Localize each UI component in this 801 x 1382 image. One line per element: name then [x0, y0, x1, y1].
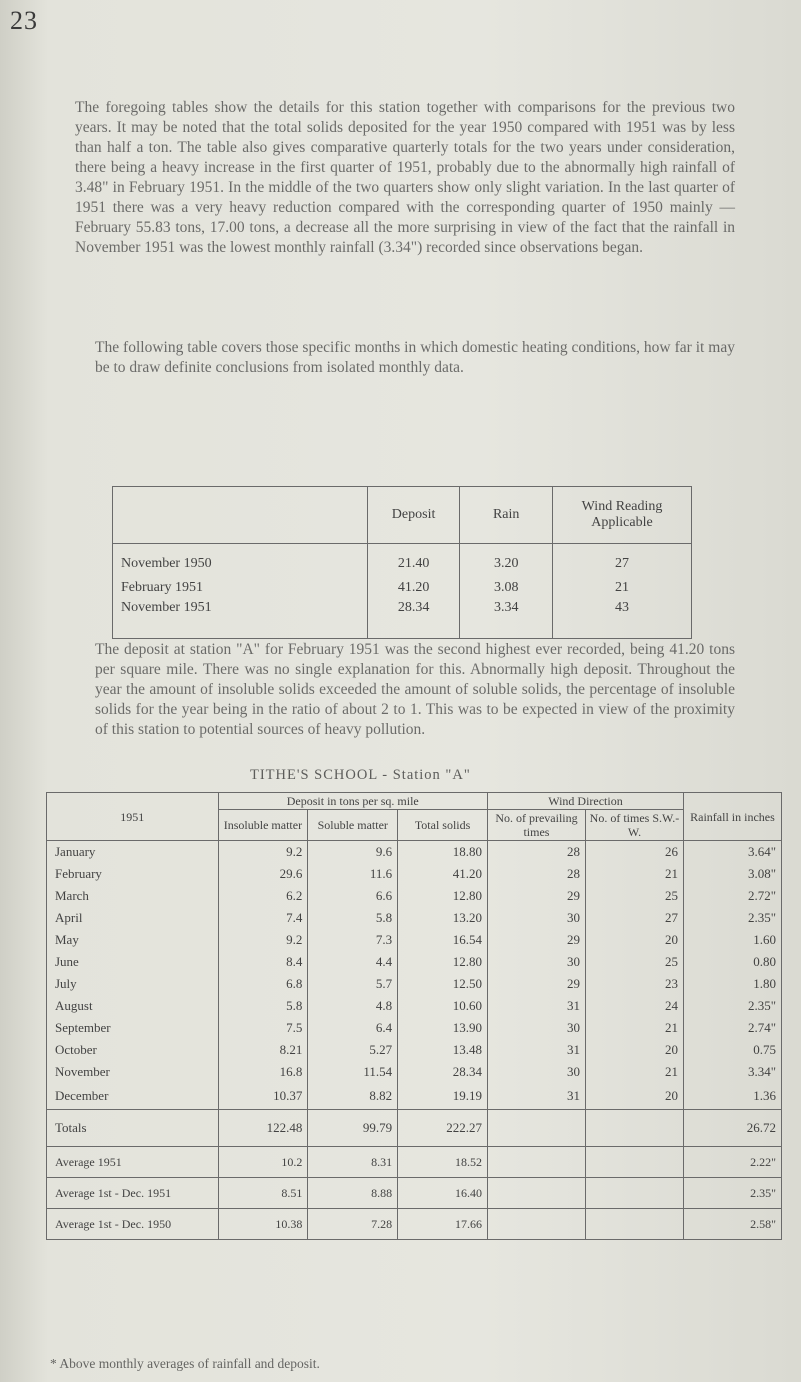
table-header-row — [113, 487, 692, 544]
deposit-group-header: Deposit in tons per sq. mile — [218, 793, 487, 810]
summary-rows — [47, 1110, 782, 1240]
average-total: 16.40 — [398, 1178, 488, 1209]
total-cell: 13.20 — [398, 907, 488, 929]
soluble-cell: 8.82 — [308, 1083, 398, 1110]
table-row — [113, 600, 692, 639]
table-header-row — [47, 793, 782, 810]
month-rows — [47, 841, 782, 1110]
average-soluble: 8.88 — [308, 1178, 398, 1209]
month-label: February — [47, 863, 219, 885]
average-row — [47, 1209, 782, 1240]
readings-cell: 26 — [585, 841, 683, 864]
table-cell: 28.34 — [367, 600, 460, 639]
insoluble-cell: 8.21 — [218, 1039, 308, 1061]
total-cell: 13.48 — [398, 1039, 488, 1061]
insoluble-cell: 6.2 — [218, 885, 308, 907]
table-cell: 41.20 — [367, 576, 460, 600]
table-row — [47, 995, 782, 1017]
rainfall-comparison-table — [112, 486, 692, 639]
prevailing-cell: 28 — [487, 863, 585, 885]
insoluble-cell: 29.6 — [218, 863, 308, 885]
average-label: Average 1st - Dec. 1951 — [47, 1178, 219, 1209]
total-cell: 28.34 — [398, 1061, 488, 1083]
table-header — [113, 487, 368, 544]
soluble-cell: 5.8 — [308, 907, 398, 929]
totals-soluble: 99.79 — [308, 1110, 398, 1147]
rain-cell: 1.60 — [683, 929, 781, 951]
month-label: December — [47, 1083, 219, 1110]
total-cell: 12.80 — [398, 885, 488, 907]
average-total: 17.66 — [398, 1209, 488, 1240]
insoluble-cell: 10.37 — [218, 1083, 308, 1110]
col-prevailing-header: No. of prevailing times — [487, 810, 585, 841]
average-rain: 2.58" — [683, 1209, 781, 1240]
insoluble-cell: 16.8 — [218, 1061, 308, 1083]
rain-cell: 3.64" — [683, 841, 781, 864]
average-label: Average 1st - Dec. 1950 — [47, 1209, 219, 1240]
total-cell: 13.90 — [398, 1017, 488, 1039]
table-header: Wind Reading Applicable — [553, 487, 692, 544]
average-soluble: 7.28 — [308, 1209, 398, 1240]
total-cell: 12.50 — [398, 973, 488, 995]
soluble-cell: 7.3 — [308, 929, 398, 951]
prevailing-cell: 30 — [487, 1061, 585, 1083]
total-cell: 41.20 — [398, 863, 488, 885]
readings-cell: 20 — [585, 1083, 683, 1110]
rain-cell: 0.75 — [683, 1039, 781, 1061]
month-label: March — [47, 885, 219, 907]
soluble-cell: 11.54 — [308, 1061, 398, 1083]
discussion-paragraph: The deposit at station "A" for February 1951 was the second highest ever recorded, being 41.20 tons per square mile. There was no single explanation for this. Abnormally high deposit. Throughout the year the amount of insoluble solids exceeded the amount of soluble solids, the percentage of insoluble solids for the year being in the ratio of about 2 to 1. This was to be expected in view of the proximity of this station to potential sources of heavy pollution. — [95, 641, 735, 738]
prevailing-cell: 30 — [487, 1017, 585, 1039]
totals-label: Totals — [47, 1110, 219, 1147]
average-label: Average 1951 — [47, 1147, 219, 1178]
prevailing-cell: 30 — [487, 951, 585, 973]
insoluble-cell: 9.2 — [218, 929, 308, 951]
rain-cell: 3.34" — [683, 1061, 781, 1083]
prevailing-cell: 29 — [487, 885, 585, 907]
average-row — [47, 1178, 782, 1209]
table-cell — [487, 1147, 585, 1178]
table-header: Rain — [460, 487, 553, 544]
average-insoluble: 10.2 — [218, 1147, 308, 1178]
totals-total: 222.27 — [398, 1110, 488, 1147]
table-cell — [585, 1209, 683, 1240]
prevailing-cell: 29 — [487, 929, 585, 951]
table-row — [113, 576, 692, 600]
soluble-cell: 11.6 — [308, 863, 398, 885]
month-label: January — [47, 841, 219, 864]
comparison-paragraph: The following table covers those specific months in which domestic heating conditions, how far it may be to draw definite conclusions from isolated monthly data. — [95, 339, 735, 376]
table-cell: 3.08 — [460, 576, 553, 600]
table-cell: November 1950 — [113, 544, 368, 577]
rain-cell: 2.35" — [683, 995, 781, 1017]
prevailing-cell: 29 — [487, 973, 585, 995]
table-cell: 21 — [553, 576, 692, 600]
insoluble-cell: 8.4 — [218, 951, 308, 973]
average-row — [47, 1147, 782, 1178]
rain-cell: 2.35" — [683, 907, 781, 929]
total-cell: 12.80 — [398, 951, 488, 973]
table-cell — [487, 1178, 585, 1209]
month-label: November — [47, 1061, 219, 1083]
average-insoluble: 8.51 — [218, 1178, 308, 1209]
rain-cell: 0.80 — [683, 951, 781, 973]
insoluble-cell: 9.2 — [218, 841, 308, 864]
intro-paragraph: The foregoing tables show the details for this station together with comparisons for the previous two years. It may be noted that the total solids deposited for the year 1950 compared with 1951 was by less than half a ton. The table also gives comparative quarterly totals for the two years under consideration, there being a heavy increase in the first quarter of 1951, probably due to the abnormally high rainfall of 3.48" in February 1951. In the middle of the two quarters show only slight variation. In the last quarter of 1951 there was a very heavy reduction compared with the corresponding quarter of 1950 mainly — February 55.83 tons, 17.00 tons, a decrease all the more surprising in view of the fact that the rainfall in November 1951 was the lowest monthly rainfall (3.34") recorded since observations began. — [75, 99, 735, 256]
insoluble-cell: 7.4 — [218, 907, 308, 929]
table-cell: 27 — [553, 544, 692, 577]
average-total: 18.52 — [398, 1147, 488, 1178]
average-rain: 2.35" — [683, 1178, 781, 1209]
readings-cell: 20 — [585, 929, 683, 951]
total-cell: 18.80 — [398, 841, 488, 864]
footnote: * Above monthly averages of rainfall and deposit. — [50, 1356, 320, 1371]
prevailing-cell: 28 — [487, 841, 585, 864]
soluble-cell: 4.8 — [308, 995, 398, 1017]
col-total-header: Total solids — [398, 810, 488, 841]
readings-cell: 24 — [585, 995, 683, 1017]
table-row — [47, 1061, 782, 1083]
insoluble-cell: 6.8 — [218, 973, 308, 995]
soluble-cell: 5.27 — [308, 1039, 398, 1061]
table-row — [47, 907, 782, 929]
totals-rain: 26.72 — [683, 1110, 781, 1147]
table-cell — [585, 1178, 683, 1209]
wind-group-header: Wind Direction — [487, 793, 683, 810]
total-cell: 16.54 — [398, 929, 488, 951]
table-header: Deposit — [367, 487, 460, 544]
soluble-cell: 9.6 — [308, 841, 398, 864]
readings-cell: 21 — [585, 1017, 683, 1039]
table-row — [47, 863, 782, 885]
table-cell — [487, 1209, 585, 1240]
total-cell: 19.19 — [398, 1083, 488, 1110]
readings-cell: 21 — [585, 1061, 683, 1083]
month-label: May — [47, 929, 219, 951]
table-row — [47, 929, 782, 951]
table-cell: November 1951 — [113, 600, 368, 639]
table-cell — [585, 1110, 683, 1147]
rain-cell: 2.72" — [683, 885, 781, 907]
readings-cell: 21 — [585, 863, 683, 885]
col-year-header: 1951 — [47, 793, 219, 841]
readings-cell: 25 — [585, 951, 683, 973]
soluble-cell: 6.4 — [308, 1017, 398, 1039]
table-caption: TITHE'S SCHOOL - Station "A" — [250, 767, 471, 783]
table-row — [47, 973, 782, 995]
table-row — [47, 841, 782, 864]
month-label: August — [47, 995, 219, 1017]
col-rainfall-header: Rainfall in inches — [683, 793, 781, 841]
table-row — [47, 1039, 782, 1061]
month-label: September — [47, 1017, 219, 1039]
totals-row — [47, 1110, 782, 1147]
average-insoluble: 10.38 — [218, 1209, 308, 1240]
soluble-cell: 4.4 — [308, 951, 398, 973]
table-row — [113, 544, 692, 577]
soluble-cell: 5.7 — [308, 973, 398, 995]
insoluble-cell: 7.5 — [218, 1017, 308, 1039]
readings-cell: 25 — [585, 885, 683, 907]
table-row — [47, 1017, 782, 1039]
page-number: 23 — [10, 6, 38, 35]
prevailing-cell: 31 — [487, 1083, 585, 1110]
average-rain: 2.22" — [683, 1147, 781, 1178]
table-cell: 3.20 — [460, 544, 553, 577]
table-cell: 21.40 — [367, 544, 460, 577]
col-soluble-header: Soluble matter — [308, 810, 398, 841]
totals-insoluble: 122.48 — [218, 1110, 308, 1147]
readings-cell: 23 — [585, 973, 683, 995]
col-insoluble-header: Insoluble matter — [218, 810, 308, 841]
rain-cell: 1.36 — [683, 1083, 781, 1110]
rain-cell: 2.74" — [683, 1017, 781, 1039]
readings-cell: 27 — [585, 907, 683, 929]
col-readings-header: No. of times S.W.-W. — [585, 810, 683, 841]
prevailing-cell: 31 — [487, 995, 585, 1017]
prevailing-cell: 31 — [487, 1039, 585, 1061]
total-cell: 10.60 — [398, 995, 488, 1017]
readings-cell: 20 — [585, 1039, 683, 1061]
prevailing-cell: 30 — [487, 907, 585, 929]
table-row — [47, 1083, 782, 1110]
rain-cell: 3.08" — [683, 863, 781, 885]
table-row — [47, 951, 782, 973]
table-cell: February 1951 — [113, 576, 368, 600]
month-label: June — [47, 951, 219, 973]
table-cell: 3.34 — [460, 600, 553, 639]
average-soluble: 8.31 — [308, 1147, 398, 1178]
month-label: October — [47, 1039, 219, 1061]
monthly-deposit-table — [46, 792, 782, 1240]
soluble-cell: 6.6 — [308, 885, 398, 907]
table-row — [47, 885, 782, 907]
table-cell — [585, 1147, 683, 1178]
month-label: July — [47, 973, 219, 995]
month-label: April — [47, 907, 219, 929]
table-cell: 43 — [553, 600, 692, 639]
table-cell — [487, 1110, 585, 1147]
rain-cell: 1.80 — [683, 973, 781, 995]
insoluble-cell: 5.8 — [218, 995, 308, 1017]
